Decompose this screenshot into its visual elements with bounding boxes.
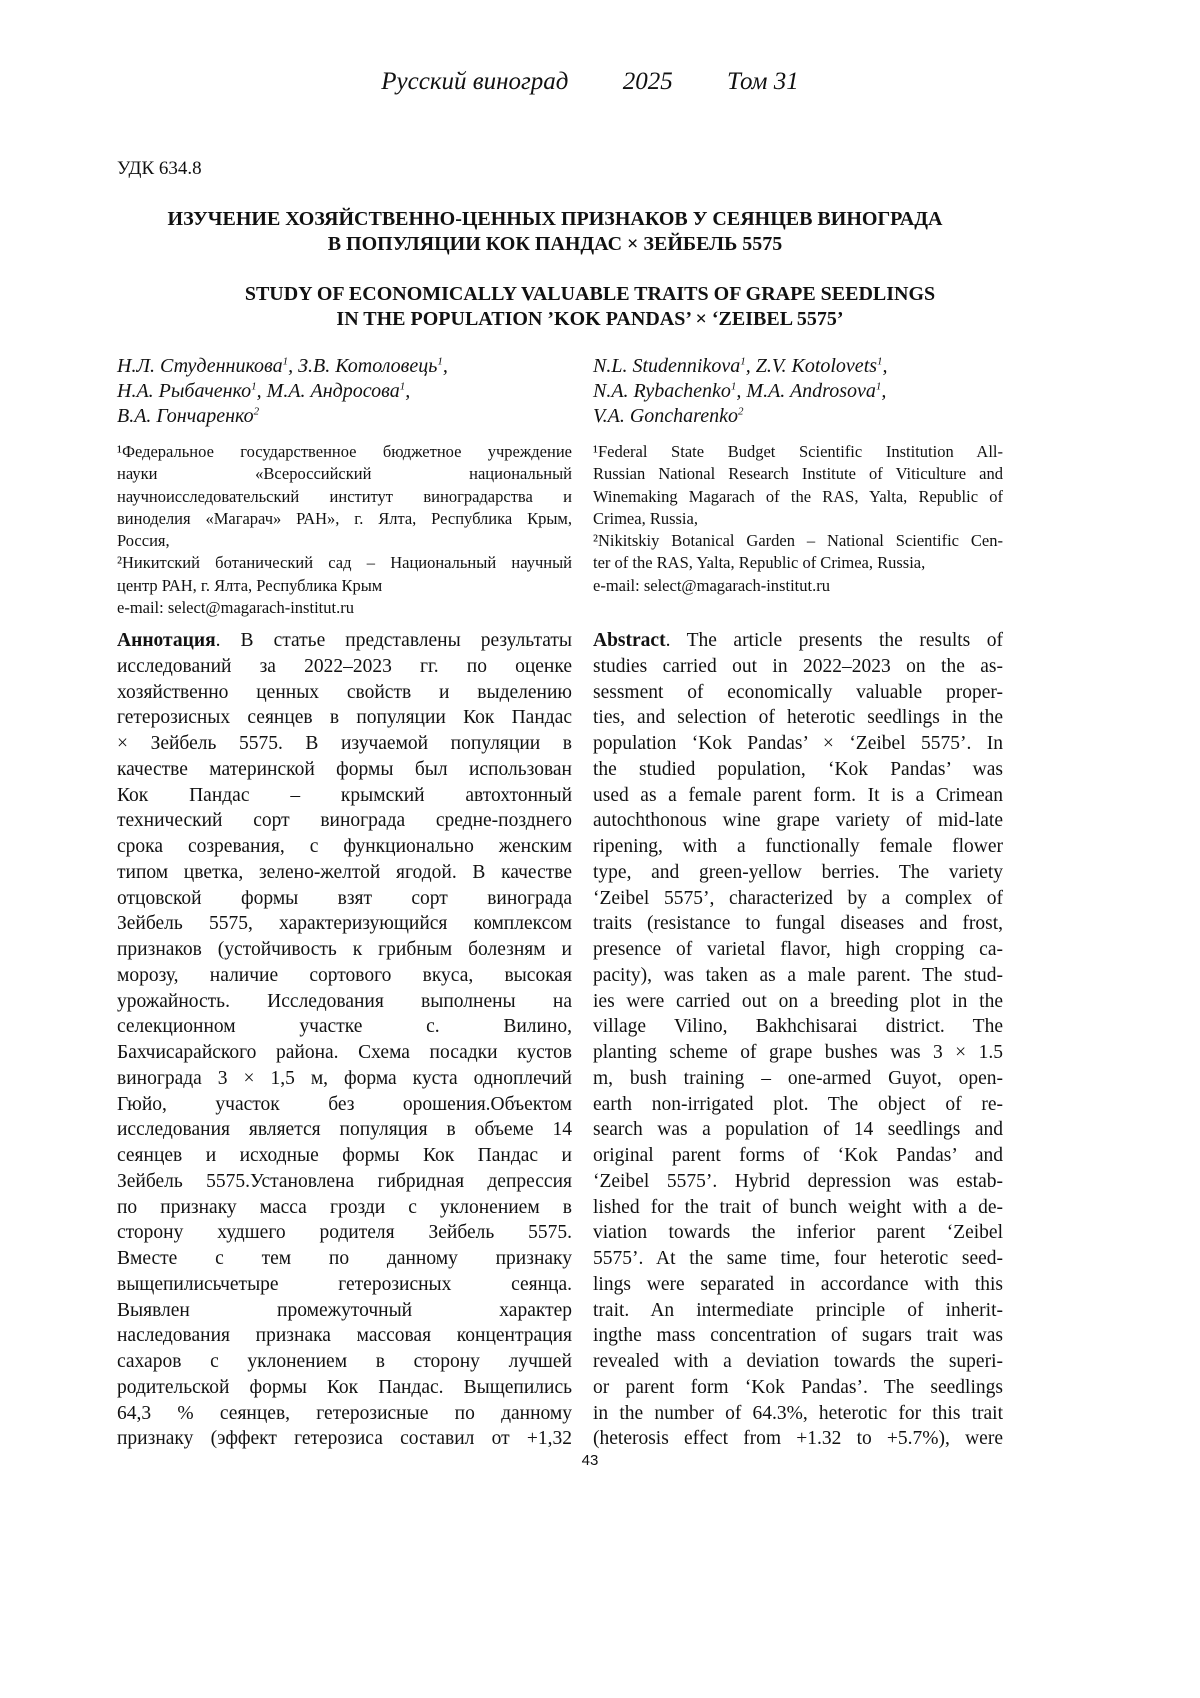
affiliation-line: e-mail: select@magarach-institut.ru (117, 597, 572, 619)
abstract-line: сахаров с уклонением в сторону лучшей (117, 1349, 572, 1375)
abstract-line: original parent forms of ‘Kok Pandas’ and (593, 1143, 1003, 1169)
affiliation-line: Russian National Research Institute of Viticulture and (593, 463, 1003, 485)
abstract-line: Зейбель 5575.Установлена гибридная депрессия (117, 1169, 572, 1195)
abstract-line: ‘Zeibel 5575’. Hybrid depression was estab- (593, 1169, 1003, 1195)
running-header (0, 68, 1180, 96)
title-ru (100, 207, 1010, 257)
author-line (117, 379, 572, 404)
affiliations-en (593, 441, 1003, 597)
authors-ru (117, 354, 572, 429)
abstract-line: 64,3 % сеянцев, гетерозисные по данному (117, 1401, 572, 1427)
abstract-line: исследований за 2022–2023 гг. по оценке (117, 654, 572, 680)
affiliations-ru (117, 441, 572, 619)
abstract-line: 5575’. At the same time, four heterotic seed- (593, 1246, 1003, 1272)
affiliation-mark: 1 (877, 355, 883, 367)
abstract-line: revealed with a deviation towards the superi- (593, 1349, 1003, 1375)
title-en-line: STUDY OF ECONOMICALLY VALUABLE TRAITS OF GRAPE SEEDLINGS (140, 282, 1040, 307)
abstract-line: lished for the trait of bunch weight with a de- (593, 1195, 1003, 1221)
author-name: , (881, 380, 886, 402)
affiliation-line: ¹Федеральное государственное бюджетное учреждение (117, 441, 572, 463)
abstract-line: селекционном участке с. Вилино, (117, 1014, 572, 1040)
abstract-line: lings were separated in accordance with this (593, 1272, 1003, 1298)
author-line (593, 379, 1003, 404)
author-name: , М.А. Андросова (257, 380, 400, 402)
affiliation-mark: 2 (254, 405, 260, 417)
abstract-line: autochthonous wine grape variety of mid-late (593, 808, 1003, 834)
abstract-line: population ‘Kok Pandas’ × ‘Zeibel 5575’. In (593, 731, 1003, 757)
author-name: N.A. Rybachenko (593, 380, 731, 402)
journal-name: Русский виноград (381, 68, 568, 95)
abstract-line: срока созревания, с функционально женским (117, 834, 572, 860)
abstract-line: винограда 3 × 1,5 м, форма куста одноплечий (117, 1066, 572, 1092)
author-name: , Z.V. Kotolovets (746, 355, 877, 377)
author-line (117, 404, 572, 429)
abstract-line: Гюйо, участок без орошения.Объектом (117, 1092, 572, 1118)
abstract-line: Кок Пандас – крымский автохтонный (117, 783, 572, 809)
abstract-label: Аннотация (117, 630, 216, 651)
abstract-line: pacity), was taken as a male parent. The stud- (593, 963, 1003, 989)
author-line (593, 354, 1003, 379)
affiliation-mark: 1 (400, 380, 406, 392)
abstract-line: отцовской формы взят сорт винограда (117, 886, 572, 912)
title-en-line: IN THE POPULATION ’KOK PANDAS’ × ‘ZEIBEL 5575’ (140, 307, 1040, 332)
affiliation-mark: 1 (740, 355, 746, 367)
abstract-line: earth non-irrigated plot. The object of re- (593, 1092, 1003, 1118)
author-name: V.A. Goncharenko (593, 405, 738, 427)
udk-code: УДК 634.8 (117, 158, 202, 180)
abstract-line: × Зейбель 5575. В изучаемой популяции в (117, 731, 572, 757)
abstract-text: . The article presents the results of (666, 630, 1003, 651)
abstract-line: studies carried out in 2022–2023 on the as- (593, 654, 1003, 680)
abstract-label: Abstract (593, 630, 666, 651)
abstract-line: viation towards the inferior parent ‘Zeibel (593, 1220, 1003, 1246)
author-name: , З.В. Котоловець (288, 355, 437, 377)
abstract-line: морозу, наличие сортового вкуса, высокая (117, 963, 572, 989)
abstract-line: сеянцев и исходные формы Кок Пандас и (117, 1143, 572, 1169)
abstract-line: Вместе с тем по данному признаку (117, 1246, 572, 1272)
author-name: N.L. Studennikova (593, 355, 740, 377)
author-name: В.А. Гончаренко (117, 405, 254, 427)
affiliation-line: ²Никитский ботанический сад – Национальный научный (117, 552, 572, 574)
abstract-line (117, 628, 572, 654)
abstract-line (593, 628, 1003, 654)
abstract-line: ‘Zeibel 5575’, characterized by a complex of (593, 886, 1003, 912)
abstract-line: признаку (эффект гетерозиса составил от +1,32 (117, 1426, 572, 1452)
affiliation-mark: 1 (251, 380, 257, 392)
abstract-line: type, and green-yellow berries. The variety (593, 860, 1003, 886)
abstract-line: хозяйственно ценных свойств и выделению (117, 680, 572, 706)
abstract-line: ripening, with a functionally female flower (593, 834, 1003, 860)
abstract-line: (heterosis effect from +1.32 to +5.7%), were (593, 1426, 1003, 1452)
author-name: , (883, 355, 888, 377)
abstract-line: гетерозисных сеянцев в популяции Кок Пандас (117, 705, 572, 731)
author-name: , (443, 355, 448, 377)
abstract-line: or parent form ‘Kok Pandas’. The seedlings (593, 1375, 1003, 1401)
affiliation-line: науки «Всероссийский национальный (117, 463, 572, 485)
affiliation-line: Crimea, Russia, (593, 508, 1003, 530)
affiliation-mark: 2 (738, 405, 744, 417)
affiliation-line: ter of the RAS, Yalta, Republic of Crimea, Russia, (593, 552, 1003, 574)
affiliation-mark: 1 (876, 380, 882, 392)
abstract-line: урожайность. Исследования выполнены на (117, 989, 572, 1015)
abstract-line: used as a female parent form. It is a Crimean (593, 783, 1003, 809)
affiliation-mark: 1 (731, 380, 737, 392)
author-name: Н.А. Рыбаченко (117, 380, 251, 402)
abstract-line: m, bush training – one-armed Guyot, open- (593, 1066, 1003, 1092)
abstract-line: технический сорт винограда средне-позднего (117, 808, 572, 834)
affiliation-line: виноделия «Магарач» РАН», г. Ялта, Республика Крым, (117, 508, 572, 530)
abstract-ru (117, 628, 572, 1452)
abstract-line: Зейбель 5575, характеризующийся комплексом (117, 911, 572, 937)
abstract-text: . В статье представлены результаты (216, 630, 572, 651)
abstract-line: ties, and selection of heterotic seedlings in the (593, 705, 1003, 731)
author-line (117, 354, 572, 379)
title-ru-line: В ПОПУЛЯЦИИ КОК ПАНДАС × ЗЕЙБЕЛЬ 5575 (100, 232, 1010, 257)
abstract-line: наследования признака массовая концентрация (117, 1323, 572, 1349)
abstract-line: по признаку масса грозди с уклонением в (117, 1195, 572, 1221)
abstract-line: planting scheme of grape bushes was 3 × 1.5 (593, 1040, 1003, 1066)
affiliation-line: научноисследовательский институт виноградарства и (117, 486, 572, 508)
abstract-en (593, 628, 1003, 1452)
page-number: 43 (0, 1452, 1180, 1469)
abstract-line: village Vilino, Bakhchisarai district. The (593, 1014, 1003, 1040)
abstract-line: сторону худшего родителя Зейбель 5575. (117, 1220, 572, 1246)
abstract-line: trait. An intermediate principle of inherit- (593, 1298, 1003, 1324)
affiliation-line: ¹Federal State Budget Scientific Institution All- (593, 441, 1003, 463)
abstract-line: типом цветка, зелено-желтой ягодой. В качестве (117, 860, 572, 886)
abstract-line: родительской формы Кок Пандас. Выщепились (117, 1375, 572, 1401)
title-en (140, 282, 1040, 332)
abstract-line: качестве материнской формы был использован (117, 757, 572, 783)
abstract-line: признаков (устойчивость к грибным болезням и (117, 937, 572, 963)
affiliation-line: e-mail: select@magarach-institut.ru (593, 575, 1003, 597)
authors-en (593, 354, 1003, 429)
affiliation-line: ²Nikitskiy Botanical Garden – National Scientific Cen- (593, 530, 1003, 552)
title-ru-line: ИЗУЧЕНИЕ ХОЗЯЙСТВЕННО-ЦЕННЫХ ПРИЗНАКОВ У СЕЯНЦЕВ ВИНОГРАДА (100, 207, 1010, 232)
abstract-line: presence of varietal flavor, high cropping ca- (593, 937, 1003, 963)
affiliation-line: Winemaking Magarach of the RAS, Yalta, Republic of (593, 486, 1003, 508)
abstract-line: traits (resistance to fungal diseases and frost, (593, 911, 1003, 937)
journal-year: 2025 (623, 68, 673, 95)
abstract-line: search was a population of 14 seedlings and (593, 1117, 1003, 1143)
abstract-line: выщепилисьчетыре гетерозисных сеянца. (117, 1272, 572, 1298)
author-name: , (405, 380, 410, 402)
abstract-line: sessment of economically valuable proper- (593, 680, 1003, 706)
author-name: , M.A. Androsova (736, 380, 875, 402)
abstract-line: ingthe mass concentration of sugars trait was (593, 1323, 1003, 1349)
abstract-line: ies were carried out on a breeding plot in the (593, 989, 1003, 1015)
author-name: Н.Л. Студенникова (117, 355, 283, 377)
abstract-line: Бахчисарайского района. Схема посадки кустов (117, 1040, 572, 1066)
affiliation-mark: 1 (437, 355, 443, 367)
abstract-line: in the number of 64.3%, heterotic for this trait (593, 1401, 1003, 1427)
abstract-line: Выявлен промежуточный характер (117, 1298, 572, 1324)
affiliation-line: Россия, (117, 530, 572, 552)
author-line (593, 404, 1003, 429)
journal-volume: Том 31 (727, 68, 799, 95)
abstract-line: исследования является популяция в объеме 14 (117, 1117, 572, 1143)
affiliation-mark: 1 (283, 355, 289, 367)
affiliation-line: центр РАН, г. Ялта, Республика Крым (117, 575, 572, 597)
abstract-line: the studied population, ‘Kok Pandas’ was (593, 757, 1003, 783)
